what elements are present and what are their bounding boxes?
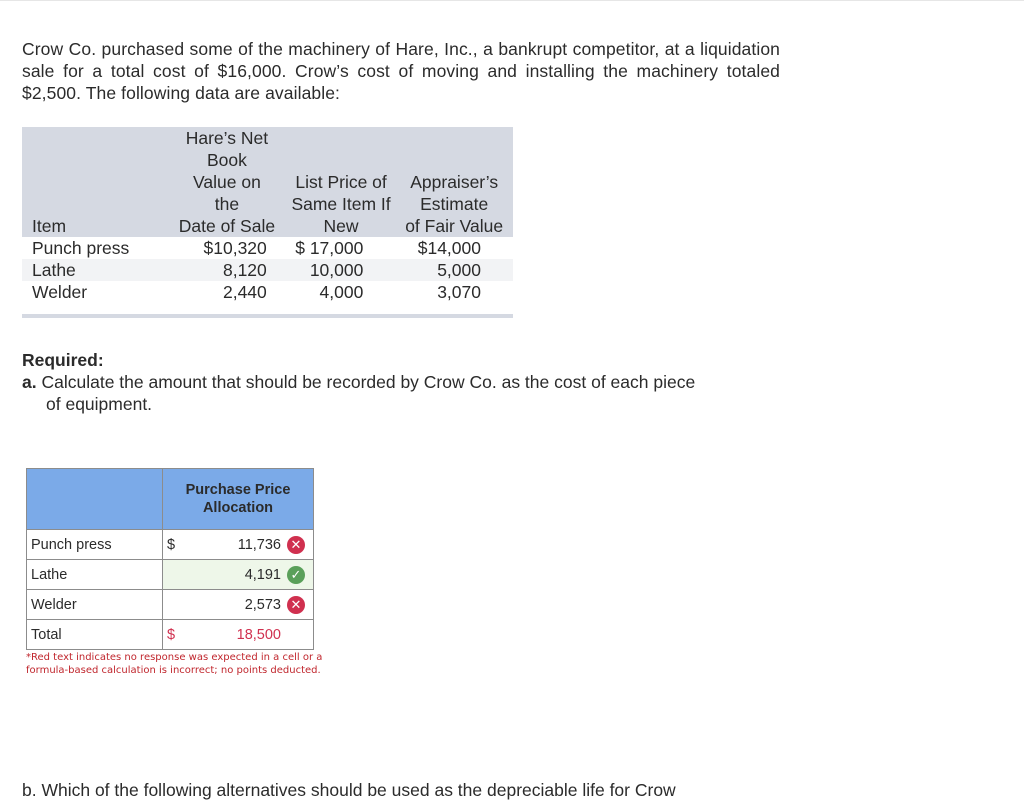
answer-header-blank [27,469,163,530]
answer-label: Lathe [27,560,163,590]
part-a-label: a. [22,372,37,392]
answer-input-lathe[interactable]: 4,191 ✓ [163,560,314,590]
required-label: Required: [22,350,104,370]
answer-input-welder[interactable]: 2,573 ✕ [163,590,314,620]
check-circle-icon: ✓ [287,566,305,584]
total-value: $ 18,500 [163,620,314,650]
answer-row-total [27,620,314,650]
answer-row-welder [27,590,314,620]
answer-label: Punch press [27,530,163,560]
part-a-text: Calculate the amount that should be recorded by Crow Co. as the cost of each piece [36,372,696,392]
answer-row-punch-press [27,530,314,560]
table-row: Welder 2,440 4,000 3,070 [32,282,481,302]
problem-intro: Crow Co. purchased some of the machinery of Hare, Inc., a bankrupt competitor, at a liquidation sale for a total cost of $16,000. Crow’s cost of moving and installing the machinery totaled $2,500. The following data are available: [22,39,780,103]
x-circle-icon: ✕ [287,596,305,614]
answer-input-punch-press[interactable]: $ 11,736 ✕ [163,530,314,560]
answer-label: Welder [27,590,163,620]
x-circle-icon: ✕ [287,536,305,554]
table-row: Punch press $10,320 $ 17,000 $14,000 [32,238,481,258]
total-label: Total [27,620,163,650]
answer-table [26,468,314,650]
required-section [22,349,782,415]
table-bottom-rule [22,314,513,318]
header-list-price: List Price of Same Item If New [287,127,396,237]
table-row: Lathe 8,120 10,000 5,000 [22,259,513,281]
header-appraisal: Appraiser’s Estimate of Fair Value [395,127,513,237]
answer-row-lathe [27,560,314,590]
red-text-note: *Red text indicates no response was expected in a cell or a formula-based calculation is incorrect; no points deducted. [26,652,323,676]
header-item: Item [22,127,167,237]
part-a-text-cont: of equipment. [46,394,153,414]
header-book-value: Hare’s Net Book Value on the Date of Sale [167,127,287,237]
answer-header: Purchase Price Allocation [163,469,314,530]
data-table [22,127,513,303]
top-divider [0,0,1024,1]
part-b-text-partial: b. Which of the following alternatives should be used as the depreciable life for Crow [22,780,676,800]
